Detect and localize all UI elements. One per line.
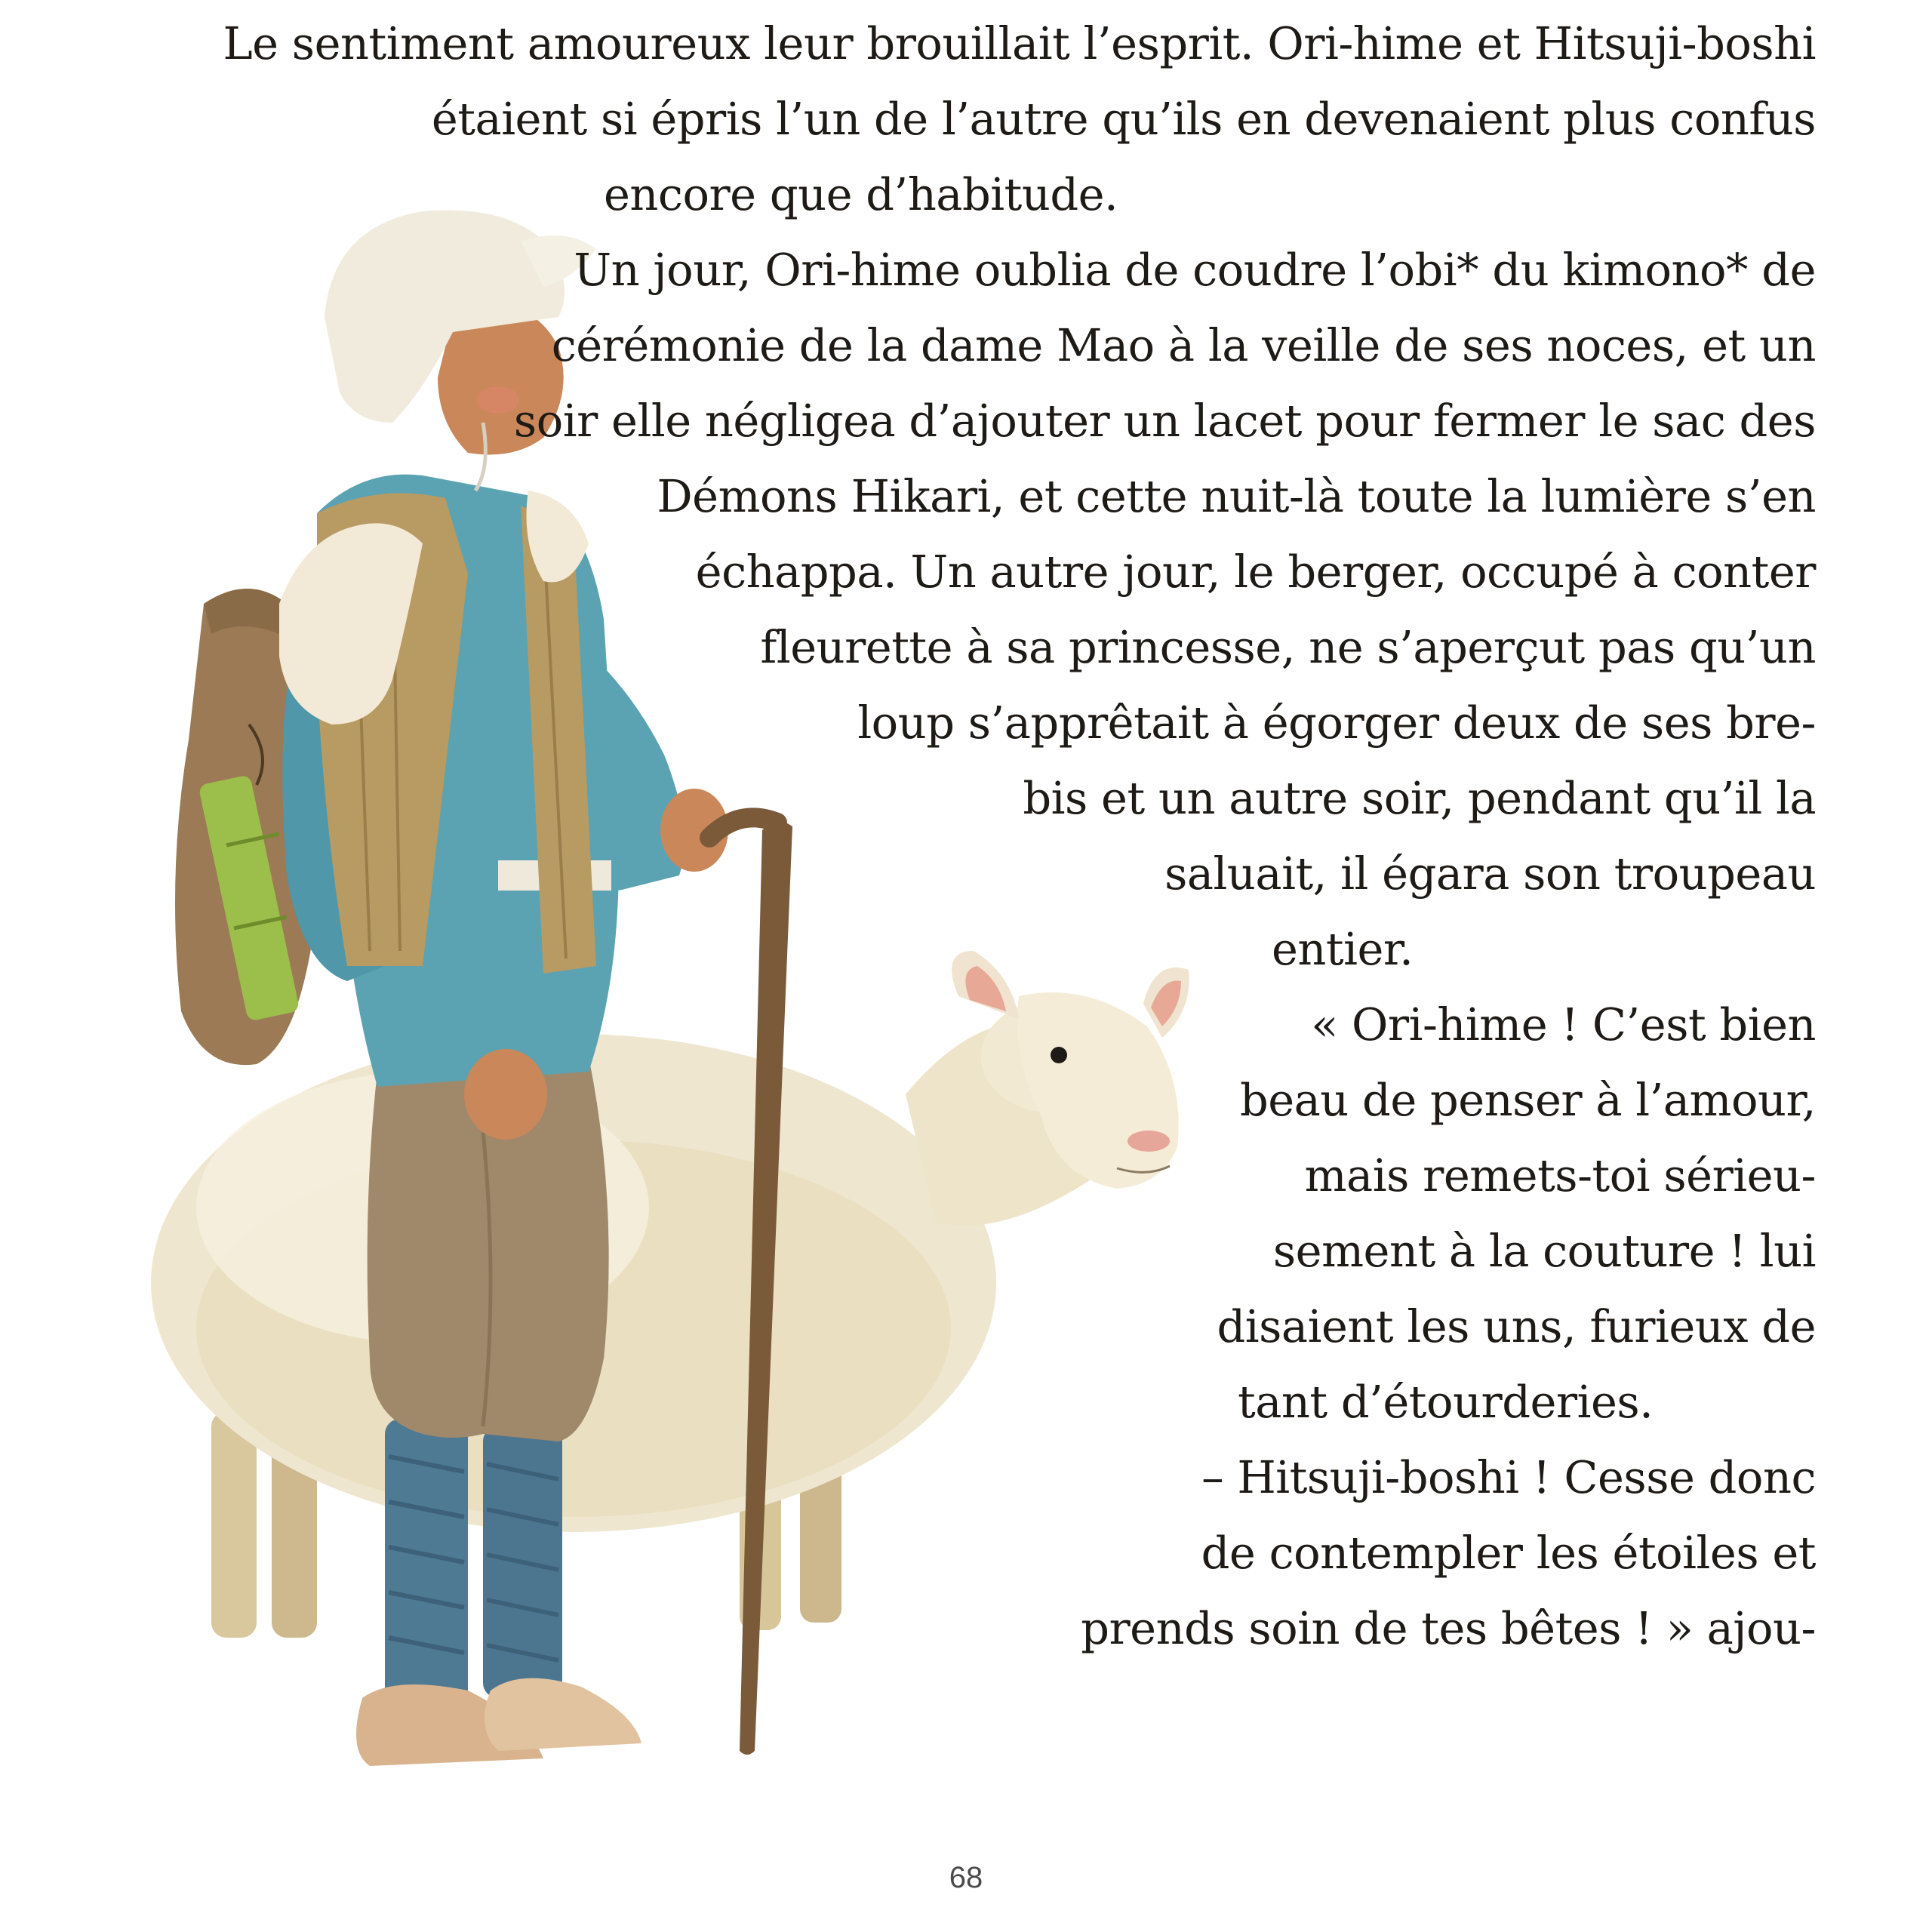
- text-line-18: disaient les uns, furieux de: [1217, 1300, 1816, 1352]
- text-line-7: Démons Hikari, et cette nuit-là toute la lumière s’en: [657, 470, 1816, 522]
- text-line-8: échappa. Un autre jour, le berger, occupé à conter: [695, 546, 1816, 598]
- text-line-6: soir elle négligea d’ajouter un lacet pour fermer le sac des: [513, 395, 1816, 447]
- text-line-20: – Hitsuji-boshi ! Cesse donc: [1201, 1451, 1816, 1503]
- text-line-5: cérémonie de la dame Mao à la veille de ses noces, et un: [551, 319, 1816, 371]
- text-line-17: sement à la couture ! lui: [1272, 1225, 1816, 1277]
- text-line-15: beau de penser à l’amour,: [1239, 1074, 1816, 1126]
- sheep-figure: [151, 951, 1189, 1638]
- page-number: 68: [949, 1861, 983, 1894]
- text-line-10: loup s’apprêtait à égorger deux de ses bre-: [857, 697, 1816, 749]
- text-line-2: étaient si épris l’un de l’autre qu’ils en devenaient plus confus: [431, 93, 1816, 145]
- text-line-22: prends soin de tes bêtes ! » ajou-: [1081, 1602, 1816, 1654]
- text-line-9: fleurette à sa princesse, ne s’aperçut pas qu’un: [760, 621, 1816, 673]
- text-line-21: de contempler les étoiles et: [1201, 1527, 1816, 1579]
- text-line-14: « Ori-hime ! C’est bien: [1311, 998, 1816, 1051]
- text-line-16: mais remets-toi sérieu-: [1304, 1149, 1816, 1201]
- text-line-13: entier.: [1272, 923, 1414, 975]
- text-line-11: bis et un autre soir, pendant qu’il la: [1023, 772, 1816, 824]
- text-line-4: Un jour, Ori-hime oublia de coudre l’obi* du kimono* de: [574, 244, 1816, 296]
- text-line-19: tant d’étourderies.: [1238, 1376, 1654, 1428]
- text-line-12: saluait, il égara son troupeau: [1164, 848, 1816, 900]
- text-line-1: Le sentiment amoureux leur brouillait l’esprit. Ori-hime et Hitsuji-boshi: [223, 17, 1816, 69]
- text-line-3: encore que d’habitude.: [604, 168, 1118, 220]
